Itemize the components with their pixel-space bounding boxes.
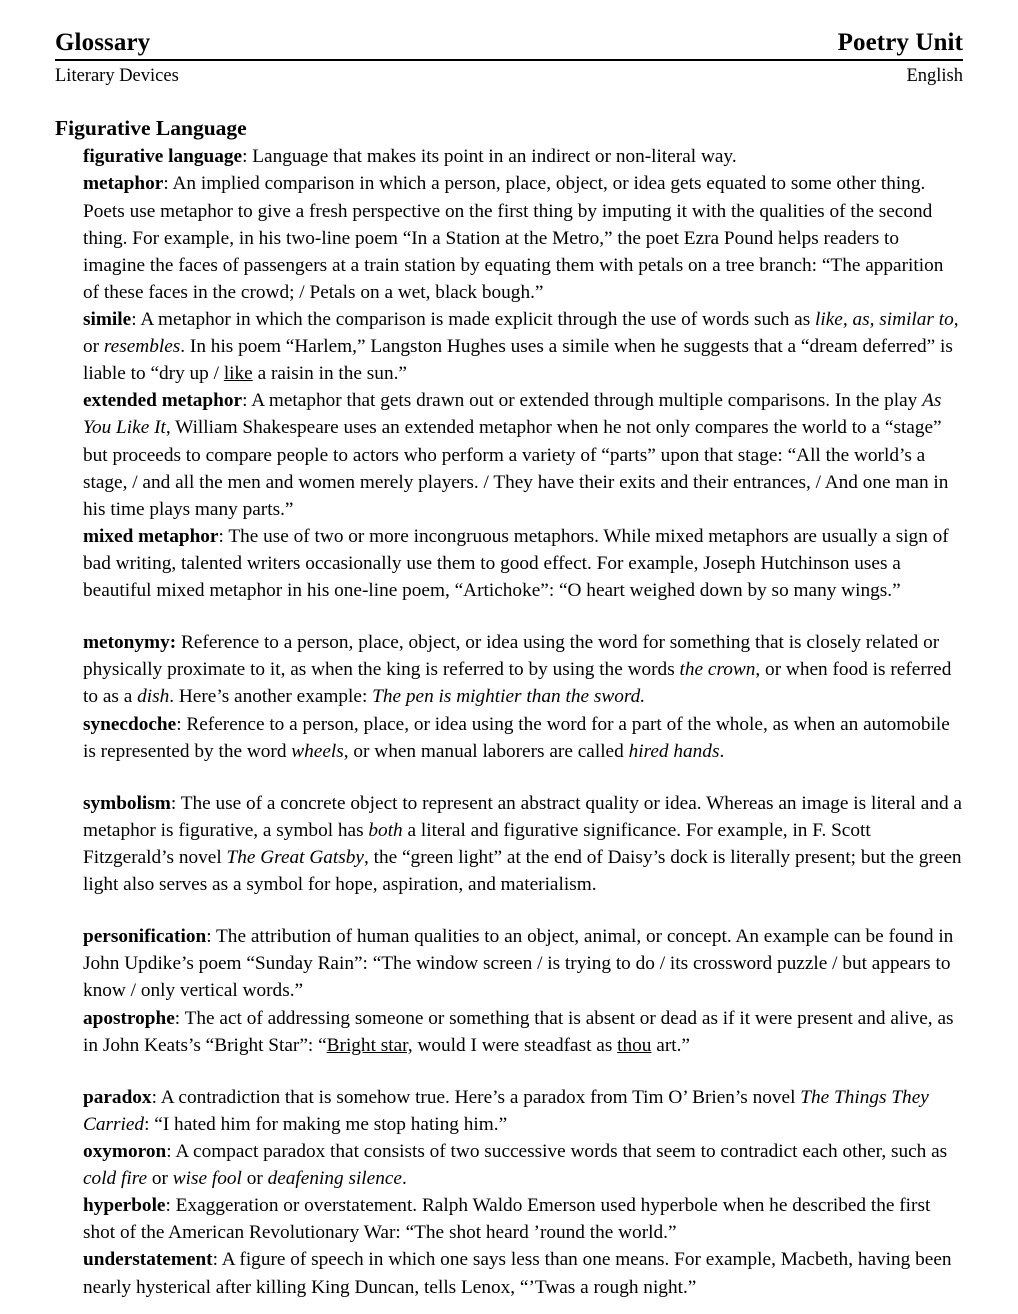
glossary-emphasis-italic: like, as, similar to [815,309,954,330]
glossary-term-separator: : [174,1007,185,1029]
glossary-definition-text: The attribution of human qualities to an object, animal, or concept. An example can be found in John Updike’s poem “Sunday Rain”: “The window screen / is trying to do / its crossword puzzle / but appears to know / only vertical words.” [83,926,954,1002]
glossary-entry [83,523,963,604]
glossary-emphasis-italic: resembles [103,336,181,358]
glossary-term: personification [83,926,207,948]
glossary-term: oxymoron [83,1140,167,1162]
glossary-group [83,1084,963,1301]
glossary-group [83,790,963,898]
glossary-entry [83,711,963,765]
glossary-term: figurative language [83,146,243,168]
glossary-entry [83,387,963,523]
subheader-left: Literary Devices [55,65,179,86]
document-subheader [55,64,963,88]
glossary-term: apostrophe [83,1007,175,1029]
glossary-definition-text: Exaggeration or overstatement. Ralph Waldo Emerson used hyperbole when he described the first shot of the American Revolutionary War: “The shot heard ’round the world.” [83,1195,931,1244]
glossary-term-separator: : [166,1140,176,1162]
glossary-emphasis-underline: thou [617,1034,652,1056]
glossary-definition-text: , William Shakespeare uses an extended metaphor when he not only compares the world to a “stage” but proceeds to compare people to actors who perform a variety of “parts” upon that stage: “All the world’s a stage, / and all the men and women merely players. / They have their exits and their entrances, / And one man in his time plays many parts.” [83,417,949,520]
glossary-term: symbolism [83,792,171,814]
glossary-emphasis-underline: like [223,363,253,385]
glossary-emphasis-italic: hired hands [628,740,720,762]
document-header [55,28,963,58]
glossary-entry [83,1246,963,1300]
glossary-entry [83,1138,963,1192]
glossary-definition-text: . [719,740,725,762]
glossary-entry [83,1192,963,1246]
glossary-entry [83,629,963,710]
glossary-entry [83,923,963,1004]
glossary-emphasis-italic: wheels [291,740,344,762]
glossary-definition-text: The use of a concrete object to represent an abstract quality or idea. Whereas an image is literal and a metaphor is figurative, a symbol has [83,792,962,841]
glossary-term: extended metaphor [83,390,243,412]
glossary-term-separator: : [242,146,253,168]
glossary-definition-text: . Here’s another example: [169,686,373,708]
glossary-definition-text: would I were steadfast as [412,1034,618,1056]
glossary-definition-text: The act of addressing someone or something that is absent or dead as if it were present and alive, as in John Keats’s “Bright Star”: “ [83,1007,954,1056]
header-divider [55,59,963,61]
glossary-definition-text: art.” [651,1034,690,1056]
glossary-term-separator: : [176,713,187,735]
glossary-term: paradox [83,1086,152,1108]
glossary-entry [83,170,963,306]
glossary-definition-text: Language that makes its point in an indirect or non-literal way. [252,146,737,168]
glossary-definition-text: Reference to a person, place, object, or idea using the word for something that is closely related or physically proximate to it, as when the king is referred to by using the words [83,632,940,681]
glossary-entry [83,306,963,387]
glossary-term-separator: : [151,1086,161,1108]
glossary-term: hyperbole [83,1195,166,1217]
document-content [55,28,963,1301]
glossary-emphasis-italic: both [368,819,403,841]
glossary-group [83,143,963,604]
glossary-definition-text: A contradiction that is somehow true. Here’s a paradox from Tim O’ Brien’s novel [160,1086,801,1108]
glossary-entry [83,143,963,170]
section-heading: Figurative Language [55,115,247,140]
glossary-term-separator: : [206,926,217,948]
glossary-definition-text: or [147,1168,173,1190]
glossary-term: mixed metaphor [83,525,219,547]
glossary-term-separator: : [218,525,229,547]
glossary-emphasis-italic: The Great Gatsby [226,846,364,868]
glossary-term-separator: : [163,173,173,195]
glossary-term-separator: : [131,309,141,330]
glossary-definition-text: : “I hated him for making me stop hating him.” [144,1113,508,1135]
glossary-entry [83,1005,963,1059]
glossary-emphasis-italic: The pen is mightier than the sword. [372,686,646,708]
glossary-entry [83,1084,963,1138]
glossary-definition-text: , or when manual laborers are called [343,740,629,762]
glossary-definition-text: , the “green light” at the end of Daisy’s dock is literally present; but the green light also serves as a symbol for hope, aspiration, and materialism. [83,846,962,896]
glossary-term: metonymy: [83,632,177,654]
glossary-definition-text: , or [83,309,959,358]
glossary-definition-text: A compact paradox that consists of two successive words that seem to contradict each other, such as [175,1140,948,1162]
subheader-right: English [906,65,963,86]
glossary-group [83,629,963,765]
glossary-emphasis-italic: the crown [679,659,756,681]
glossary-emphasis-italic: deafening silence [267,1168,402,1190]
glossary-term: synecdoche [83,713,177,735]
glossary-definition-text: . In his poem “Harlem,” Langston Hughes uses a simile when he suggests that a “dream deferred” is liable to “dry up / [83,336,953,385]
glossary-definition-text: A metaphor in which the comparison is made explicit through the use of words such as [140,309,816,330]
glossary-term: metaphor [83,173,164,195]
glossary-definition-text: A figure of speech in which one says less than one means. For example, Macbeth, having been nearly hysterical after killing King Duncan, tells Lenox, “’Twas a rough night.” [83,1249,952,1298]
glossary-emphasis-italic: dish [137,686,170,708]
glossary-term: simile [83,309,132,330]
glossary-term-separator: : [165,1195,176,1217]
glossary-definition-text: . [401,1168,407,1190]
glossary-term-separator: : [242,390,252,412]
glossary-group [83,923,963,1059]
glossary-definition-text: a literal and figurative significance. For example, in F. Scott Fitzgerald’s novel [83,819,871,868]
glossary-term: understatement [83,1249,213,1271]
glossary-emphasis-underline: Bright star, [326,1034,413,1056]
glossary-definition-text: A metaphor that gets drawn out or extended through multiple comparisons. In the play [251,390,923,412]
glossary-definition-text: a raisin in the sun.” [252,363,407,385]
glossary-emphasis-italic: wise fool [172,1168,242,1190]
glossary-definition-text: The use of two or more incongruous metaphors. While mixed metaphors are usually a sign of bad writing, talented writers occasionally use them to good effect. For example, Joseph Hutchinson uses a beautiful mixed metaphor in his one-line poem, “Artichoke”: “O heart weighed down by so many wings.” [83,525,949,602]
glossary-entries [83,143,963,1300]
glossary-emphasis-italic: cold fire [83,1168,148,1190]
glossary-emphasis-italic: The Things They Carried [83,1086,929,1135]
glossary-term-separator: : [170,792,181,814]
glossary-definition-text: or [241,1168,268,1190]
glossary-definition-text: Reference to a person, place, or idea using the word for a part of the whole, as when an automobile is represented by the word [83,713,950,762]
glossary-definition-text: An implied comparison in which a person, place, object, or idea gets equated to some other thing. Poets use metaphor to give a fresh perspective on the first thing by imputing it with the qualities of the second thing. For example, in his two-line poem “In a Station at the Metro,” the poet Ezra Pound helps readers to imagine the faces of passengers at a train station by equating them with petals on a tree branch: “The apparition of these faces in the crowd; / Petals on a wet, black bough.” [83,173,944,303]
glossary-definition-text: , or when food is referred to as a [83,659,952,708]
header-title-right: Poetry Unit [837,29,963,56]
glossary-term-separator: : [212,1249,222,1271]
glossary-emphasis-italic: As You Like It [83,390,942,439]
glossary-entry [83,790,963,898]
header-title-left: Glossary [55,29,151,56]
